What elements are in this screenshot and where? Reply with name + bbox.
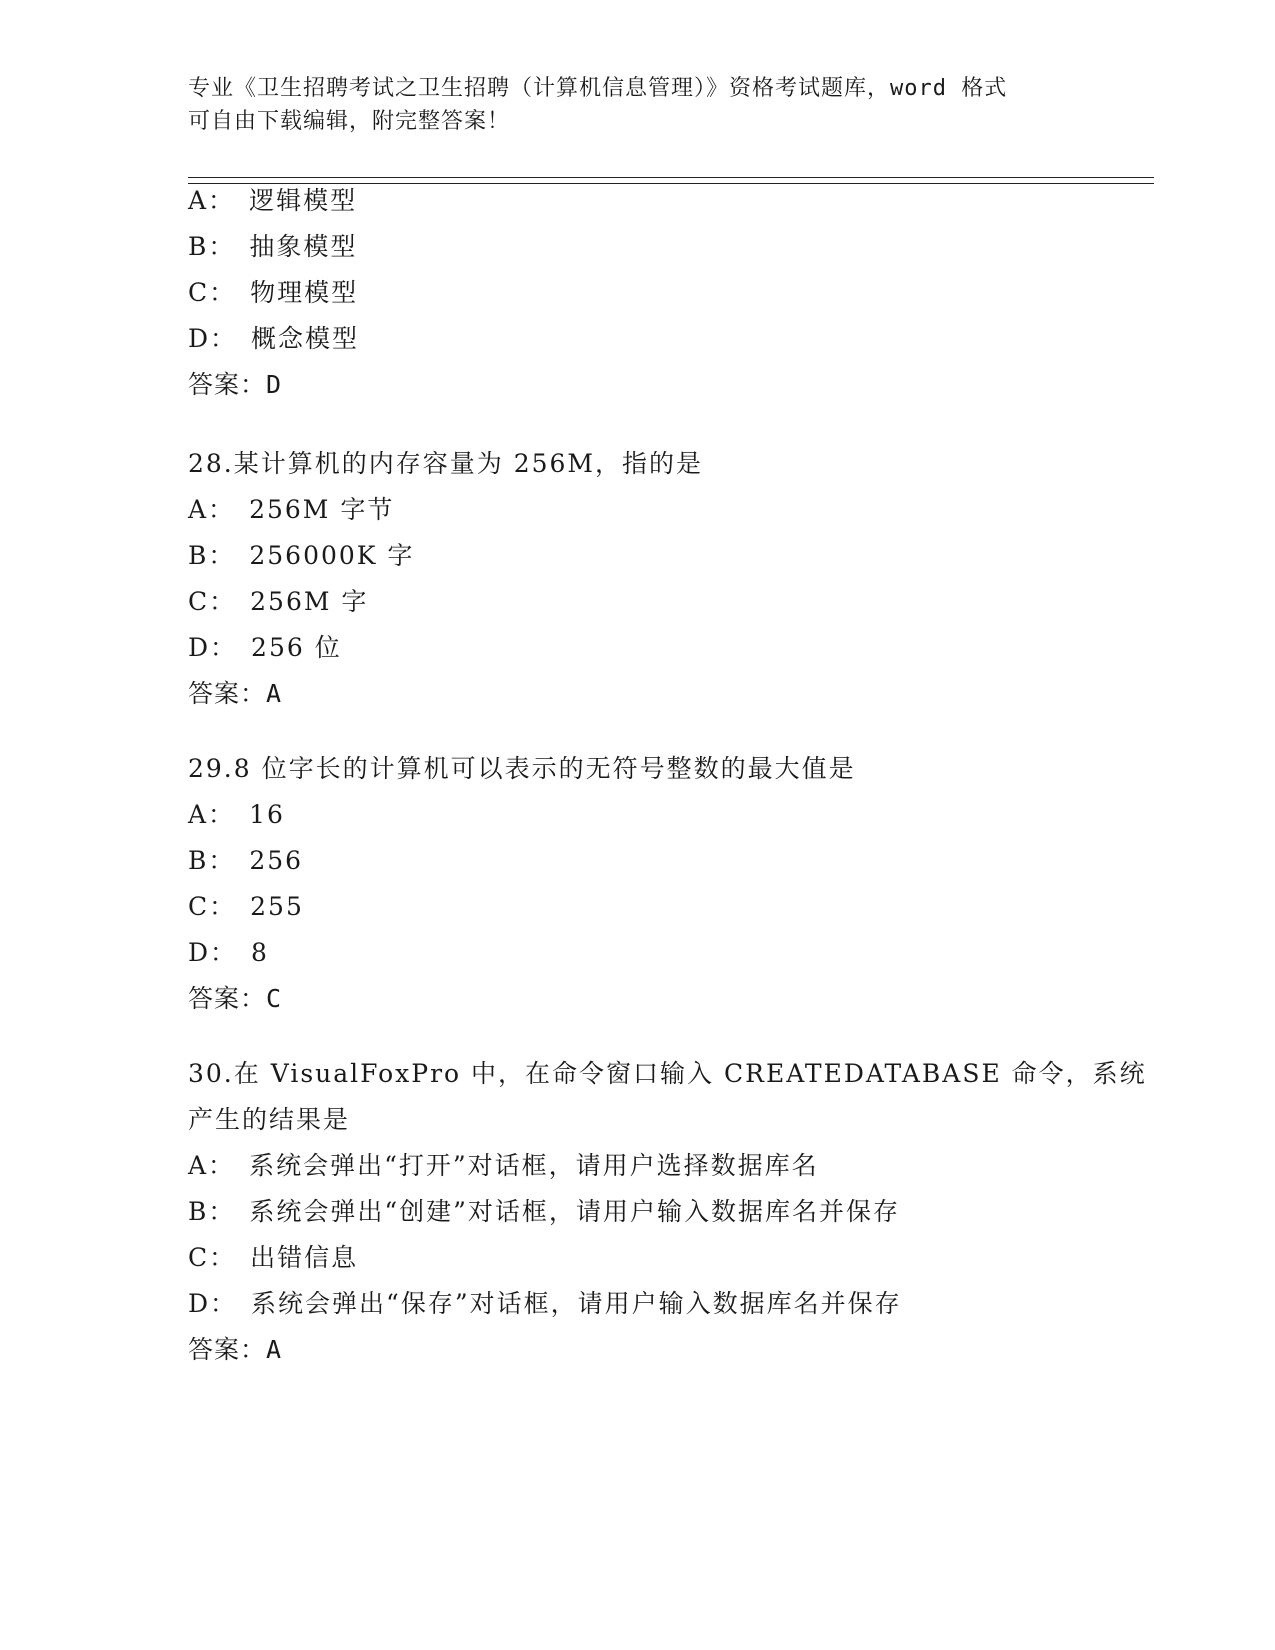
answer-line bbox=[188, 671, 1088, 717]
question-line-continued bbox=[188, 1097, 1088, 1143]
option-key: A： bbox=[188, 186, 236, 215]
option-b bbox=[188, 838, 1088, 884]
option-key: B： bbox=[188, 541, 236, 570]
question-number: 28. bbox=[188, 449, 234, 478]
option-key: C： bbox=[188, 892, 237, 921]
option-c bbox=[188, 270, 1088, 316]
option-a bbox=[188, 1143, 1088, 1189]
question-block-29 bbox=[188, 746, 1088, 1022]
question-text-continued: 产生的结果是 bbox=[188, 1105, 351, 1134]
option-text: 255 bbox=[250, 892, 304, 921]
option-text: 256 位 bbox=[251, 633, 342, 662]
document-header bbox=[188, 72, 1088, 138]
option-text: 出错信息 bbox=[250, 1243, 359, 1272]
question-text: 8 位字长的计算机可以表示的无符号整数的最大值是 bbox=[233, 754, 856, 783]
option-key: D： bbox=[188, 938, 238, 967]
option-text: 256 bbox=[249, 846, 304, 875]
option-text: 物理模型 bbox=[250, 278, 359, 307]
question-text: 在 VisualFoxPro 中，在命令窗口输入 CREATEDATABASE 命令，系统 bbox=[233, 1059, 1147, 1088]
option-key: B： bbox=[188, 846, 236, 875]
question-line bbox=[188, 1051, 1147, 1097]
option-b bbox=[188, 533, 1088, 579]
option-text: 8 bbox=[251, 938, 269, 967]
question-line bbox=[188, 441, 1088, 487]
option-key: D： bbox=[188, 633, 238, 662]
answer-label: 答案： bbox=[188, 1335, 267, 1364]
answer-label: 答案： bbox=[188, 679, 267, 708]
option-key: A： bbox=[188, 1151, 236, 1180]
question-block-30 bbox=[188, 1051, 1147, 1373]
question-line bbox=[188, 746, 1088, 792]
option-key: D： bbox=[188, 1289, 238, 1318]
option-text: 系统会弹出“打开”对话框，请用户选择数据库名 bbox=[249, 1151, 819, 1180]
question-text: 某计算机的内存容量为 256M，指的是 bbox=[233, 449, 704, 478]
header-line-2: 可自由下载编辑，附完整答案！ bbox=[188, 109, 511, 134]
answer-label: 答案： bbox=[188, 370, 267, 399]
question-number: 30. bbox=[188, 1059, 234, 1088]
option-key: A： bbox=[188, 495, 236, 524]
answer-label: 答案： bbox=[188, 984, 267, 1013]
option-text: 系统会弹出“创建”对话框，请用户输入数据库名并保存 bbox=[249, 1197, 900, 1226]
option-a bbox=[188, 487, 1088, 533]
header-line-1: 专业《卫生招聘考试之卫生招聘（计算机信息管理）》资格考试题库，word 格式 bbox=[188, 76, 1008, 101]
option-key: B： bbox=[188, 232, 236, 261]
option-key: C： bbox=[188, 1243, 237, 1272]
option-b bbox=[188, 224, 1088, 270]
option-text: 256000K 字 bbox=[249, 541, 415, 570]
option-text: 逻辑模型 bbox=[249, 186, 358, 215]
option-b bbox=[188, 1189, 1088, 1235]
option-c bbox=[188, 579, 1088, 625]
option-text: 256M 字 bbox=[250, 587, 369, 616]
option-a bbox=[188, 178, 1088, 224]
option-c bbox=[188, 884, 1088, 930]
answer-value: A bbox=[266, 1335, 283, 1364]
option-key: B： bbox=[188, 1197, 236, 1226]
question-block-28 bbox=[188, 441, 1088, 717]
option-key: D： bbox=[188, 324, 238, 353]
answer-value: D bbox=[266, 370, 283, 399]
answer-value: C bbox=[266, 984, 283, 1013]
option-d bbox=[188, 625, 1088, 671]
question-block-27 bbox=[188, 178, 1088, 408]
answer-line bbox=[188, 362, 1088, 408]
answer-line bbox=[188, 976, 1088, 1022]
option-text: 16 bbox=[249, 800, 285, 829]
option-text: 抽象模型 bbox=[249, 232, 358, 261]
option-d bbox=[188, 930, 1088, 976]
option-text: 概念模型 bbox=[251, 324, 360, 353]
option-c bbox=[188, 1235, 1088, 1281]
option-text: 256M 字节 bbox=[249, 495, 395, 524]
answer-line bbox=[188, 1327, 1088, 1373]
option-key: A： bbox=[188, 800, 236, 829]
answer-value: A bbox=[266, 679, 283, 708]
option-a bbox=[188, 792, 1088, 838]
option-key: C： bbox=[188, 587, 237, 616]
option-key: C： bbox=[188, 278, 237, 307]
option-d bbox=[188, 1281, 1088, 1327]
question-number: 29. bbox=[188, 754, 234, 783]
option-text: 系统会弹出“保存”对话框，请用户输入数据库名并保存 bbox=[251, 1289, 902, 1318]
option-d bbox=[188, 316, 1088, 362]
